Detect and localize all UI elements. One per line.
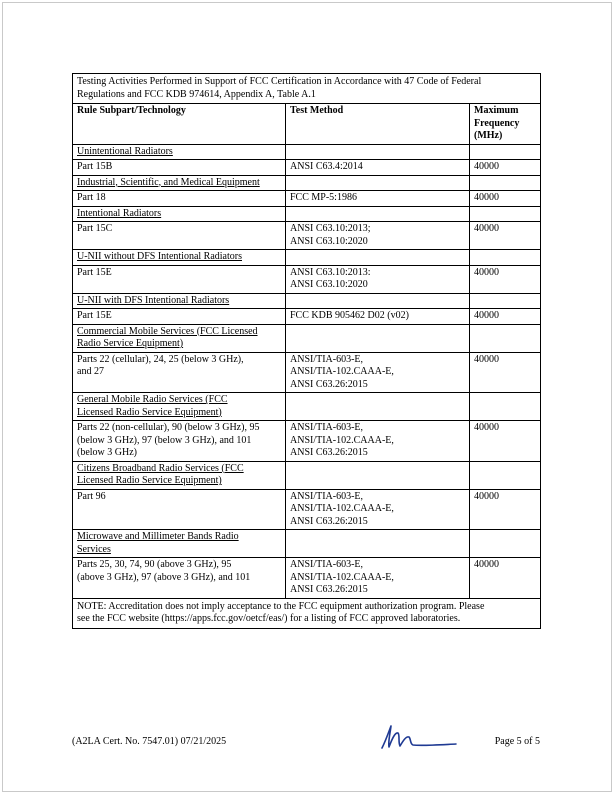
rule-part — [73, 265, 286, 293]
rule-part-line: Part 15B — [77, 161, 113, 172]
signature-image — [376, 722, 460, 752]
empty-cell — [470, 530, 541, 558]
test-method-line: FCC MP-5:1986 — [290, 192, 357, 203]
header-max-frequency-line: Maximum — [474, 105, 519, 116]
category-label — [73, 250, 286, 266]
empty-cell — [470, 293, 541, 309]
category-row — [73, 530, 541, 558]
category-label — [73, 461, 286, 489]
rule-part — [73, 558, 286, 599]
rule-part — [73, 309, 286, 325]
empty-cell — [470, 250, 541, 266]
accreditation-note — [73, 598, 541, 628]
category-label — [73, 206, 286, 222]
accreditation-table — [72, 73, 541, 629]
footer-page-number: Page 5 of 5 — [494, 736, 540, 747]
rule-part-line: (above 3 GHz), 97 (above 3 GHz), and 101 — [77, 571, 251, 583]
category-label-line: U-NII without DFS Intentional Radiators — [77, 251, 242, 262]
rule-part-line: Part 18 — [77, 192, 106, 203]
category-label-line: Licensed Radio Service Equipment) — [77, 406, 222, 418]
category-label-line: Licensed Radio Service Equipment) — [77, 475, 222, 486]
category-row — [73, 393, 541, 421]
category-row — [73, 250, 541, 266]
test-method-line: ANSI C63.10:2013; — [290, 223, 371, 234]
empty-cell — [286, 324, 470, 352]
empty-cell — [286, 175, 470, 191]
category-label-line: General Mobile Radio Services (FCC — [77, 394, 228, 405]
table-title-line: Regulations and FCC KDB 974614, Appendix A, Table A.1 — [77, 88, 316, 100]
test-method-line: ANSI C63.10:2013: — [290, 266, 371, 278]
test-method-line: ANSI/TIA-102.CAAA-E, — [290, 366, 394, 377]
rule-part-line: Parts 22 (non-cellular), 90 (below 3 GHz), 95 — [77, 422, 260, 433]
test-method-line: ANSI C63.10:2020 — [290, 279, 368, 290]
category-row — [73, 461, 541, 489]
max-frequency: 40000 — [470, 191, 541, 207]
test-method — [286, 160, 470, 176]
table-title — [73, 74, 541, 104]
test-method-line: ANSI/TIA-603-E, — [290, 353, 364, 365]
category-label — [73, 175, 286, 191]
category-label-line: Radio Service Equipment) — [77, 338, 184, 349]
category-label — [73, 144, 286, 160]
footer-cert: (A2LA Cert. No. 7547.01) 07/21/2025 — [72, 736, 227, 747]
max-frequency: 40000 — [470, 160, 541, 176]
category-row — [73, 144, 541, 160]
test-method — [286, 352, 470, 393]
category-label — [73, 530, 286, 558]
rule-part-line: Parts 22 (cellular), 24, 25 (below 3 GHz), — [77, 353, 244, 365]
rule-part-line: Part 96 — [77, 490, 106, 502]
empty-cell — [470, 393, 541, 421]
test-method — [286, 265, 470, 293]
empty-cell — [470, 461, 541, 489]
test-method — [286, 191, 470, 207]
rule-part — [73, 489, 286, 530]
max-frequency: 40000 — [470, 421, 541, 462]
category-label-line: Microwave and Millimeter Bands Radio — [77, 531, 239, 542]
test-method-line: ANSI/TIA-603-E, — [290, 422, 364, 433]
test-method-line: ANSI/TIA-102.CAAA-E, — [290, 503, 394, 514]
header-rule: Rule Subpart/Technology — [73, 104, 286, 145]
table-title-line: Testing Activities Performed in Support of FCC Certification in Accordance with 47 Code of Federal — [77, 76, 482, 87]
empty-cell — [286, 530, 470, 558]
test-method-line: ANSI C63.26:2015 — [290, 584, 368, 595]
test-method-line: ANSI/TIA-102.CAAA-E, — [290, 571, 394, 583]
header-max-frequency — [470, 104, 541, 145]
header-row — [73, 104, 541, 145]
max-frequency: 40000 — [470, 352, 541, 393]
table-row — [73, 191, 541, 207]
rule-part — [73, 222, 286, 250]
empty-cell — [470, 206, 541, 222]
category-label — [73, 324, 286, 352]
test-method-line: FCC KDB 905462 D02 (v02) — [290, 310, 409, 321]
max-frequency: 40000 — [470, 489, 541, 530]
table-row — [73, 558, 541, 599]
category-label — [73, 393, 286, 421]
rule-part — [73, 160, 286, 176]
category-row — [73, 293, 541, 309]
category-row — [73, 175, 541, 191]
test-method — [286, 558, 470, 599]
category-row — [73, 324, 541, 352]
accreditation-note-line: see the FCC website (https://apps.fcc.gov/oetcf/eas/) for a listing of FCC approved laboratories. — [77, 613, 461, 624]
empty-cell — [470, 144, 541, 160]
page-footer — [72, 736, 540, 756]
category-label-line: Intentional Radiators — [77, 207, 162, 219]
rule-part — [73, 191, 286, 207]
rule-part-line: Part 15C — [77, 223, 113, 234]
max-frequency: 40000 — [470, 558, 541, 599]
test-method — [286, 222, 470, 250]
rule-part-line: Parts 25, 30, 74, 90 (above 3 GHz), 95 — [77, 559, 232, 570]
category-label-line: Industrial, Scientific, and Medical Equipment — [77, 176, 260, 188]
table-row — [73, 352, 541, 393]
test-method-line: ANSI C63.4:2014 — [290, 161, 363, 172]
header-max-frequency-line: Frequency — [474, 117, 520, 129]
rule-part-line: Part 15E — [77, 310, 112, 321]
max-frequency: 40000 — [470, 265, 541, 293]
empty-cell — [286, 206, 470, 222]
table-row — [73, 421, 541, 462]
table-row — [73, 222, 541, 250]
category-label-line: Unintentional Radiators — [77, 145, 173, 157]
rule-part-line: (below 3 GHz) — [77, 447, 137, 458]
category-row — [73, 206, 541, 222]
test-method — [286, 309, 470, 325]
empty-cell — [286, 393, 470, 421]
test-method-line: ANSI C63.26:2015 — [290, 515, 368, 527]
category-label-line: Citizens Broadband Radio Services (FCC — [77, 462, 244, 474]
max-frequency: 40000 — [470, 309, 541, 325]
table-row — [73, 160, 541, 176]
category-label — [73, 293, 286, 309]
category-label-line: Commercial Mobile Services (FCC Licensed — [77, 325, 258, 337]
empty-cell — [286, 144, 470, 160]
table-row — [73, 265, 541, 293]
empty-cell — [470, 175, 541, 191]
note-row — [73, 598, 541, 628]
test-method-line: ANSI C63.26:2015 — [290, 378, 368, 390]
table-row — [73, 489, 541, 530]
category-label-line: U-NII with DFS Intentional Radiators — [77, 294, 230, 306]
test-method — [286, 489, 470, 530]
rule-part — [73, 421, 286, 462]
category-label-line: Services — [77, 543, 111, 555]
max-frequency: 40000 — [470, 222, 541, 250]
empty-cell — [286, 250, 470, 266]
empty-cell — [286, 293, 470, 309]
accreditation-note-line: NOTE: Accreditation does not imply acceptance to the FCC equipment authorization program. Please — [77, 600, 485, 612]
header-max-frequency-line: (MHz) — [474, 130, 503, 141]
test-method-line: ANSI C63.10:2020 — [290, 235, 368, 247]
table-row — [73, 309, 541, 325]
rule-part — [73, 352, 286, 393]
empty-cell — [470, 324, 541, 352]
rule-part-line: Part 15E — [77, 266, 112, 278]
test-method-line: ANSI C63.26:2015 — [290, 447, 368, 458]
test-method-line: ANSI/TIA-603-E, — [290, 490, 364, 502]
test-method-line: ANSI/TIA-603-E, — [290, 559, 364, 570]
test-method-line: ANSI/TIA-102.CAAA-E, — [290, 434, 394, 446]
test-method — [286, 421, 470, 462]
header-method: Test Method — [286, 104, 470, 145]
empty-cell — [286, 461, 470, 489]
rule-part-line: (below 3 GHz), 97 (below 3 GHz), and 101 — [77, 434, 252, 446]
rule-part-line: and 27 — [77, 366, 104, 377]
